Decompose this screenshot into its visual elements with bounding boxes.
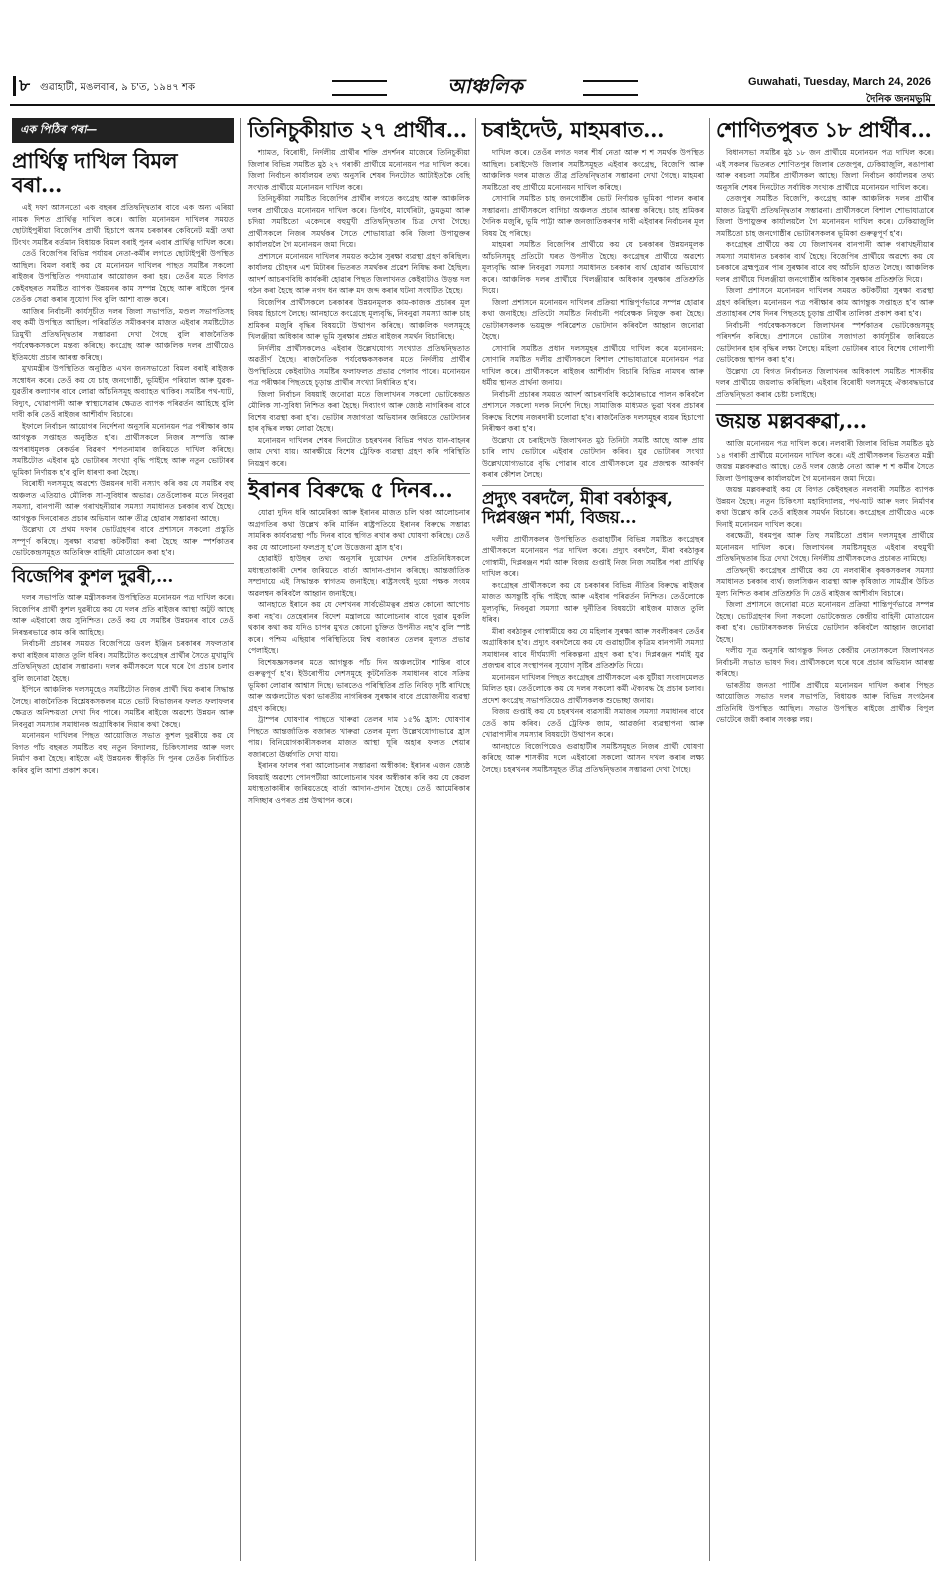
article-paragraph: সোণাৰি সমষ্টিত চাহ জনগোষ্ঠীৰ ভোট নিৰ্ণায়ক ভূমিকা পালন কৰাৰ সম্ভাৱনা। প্ৰাৰ্থীসকলে বাগিচা অঞ্চলত প্ৰচাৰ আৰম্ভ কৰিছে। চাহ শ্ৰমিকৰ দৈনিক মজুৰি, ভূমি পাট্টা আৰু জনজাতিকৰণৰ দাবী এইবাৰৰ নিৰ্বাচনৰ মূল বিষয় হৈ পৰিছে।	[482, 194, 704, 238]
article-paragraph: জিলা প্ৰশাসনে মনোনয়ন দাখিলৰ প্ৰক্ৰিয়া শান্তিপূৰ্ণভাৱে সম্পন্ন হোৱাৰ কথা জনাইছে। প্ৰতিটো সমষ্টিত নিৰ্বাচনী পৰ্যবেক্ষক নিযুক্ত কৰা হৈছে। ভোটাৰসকলক ভয়মুক্ত পৰিৱেশত ভোটদান কৰিবলৈ আহ্বান জনোৱা হৈছে।	[482, 297, 704, 342]
article-paragraph: কংগ্ৰেছৰ প্ৰাৰ্থীসকলে কয় যে চৰকাৰৰ বিভিন্ন নীতিৰ বিৰুদ্ধে ৰাইজৰ মাজত অসন্তুষ্টি বৃদ্ধি পাইছে আৰু এইবাৰ পৰিৱৰ্তন নিশ্চিত। তেওঁলোকে মূল্যবৃদ্ধি, নিবনুৱা সমস্যা আৰু দুৰ্নীতিৰ বিষয়টো ৰাইজৰ মাজত তুলি ধৰিব।	[482, 580, 704, 625]
column-divider	[240, 118, 241, 1561]
article-paragraph: কংগ্ৰেছৰ প্ৰাৰ্থীয়ে কয় যে জিলাখনৰ বানপানী আৰু গৰাখহনীয়াৰ সমস্যা সমাধানত চৰকাৰ ব্যৰ্থ হৈছে। বিজেপিৰ প্ৰাৰ্থীয়ে অৱশ্যে কয় যে চৰকাৰে ব্ৰহ্মপুত্ৰৰ পাৰ সুৰক্ষাৰ বাবে বহু আঁচনি হাতত লৈছে। আঞ্চলিক দলৰ প্ৰাৰ্থীয়ে খিলঞ্জীয়া জনগোষ্ঠীৰ অধিকাৰ সুৰক্ষাৰ প্ৰতিশ্ৰুতি দিয়ে।	[716, 240, 934, 284]
article-paragraph: দলৰ সভাপতি আৰু মন্ত্ৰীসকলৰ উপস্থিতিত মনোনয়ন পত্ৰ দাখিল কৰে। বিজেপিৰ প্ৰাৰ্থী কুশল দুৱৰীয়ে কয় যে দলৰ প্ৰতি ৰাইজৰ আস্থা অটুট আছে আৰু এইবাৰো জয় সুনিশ্চিত। তেওঁ কয় যে সমষ্টিৰ উন্নয়নৰ বাবে তেওঁ নিৰন্তৰভাৱে কাম কৰি আহিছে।	[12, 593, 234, 637]
article-paragraph: আজিৰ নিৰ্বাচনী কাৰ্যসূচীত দলৰ জিলা সভাপতি, মণ্ডল সভাপতিসহ বহু কৰ্মী উপস্থিত আছিল। পৰিৱৰ্তিত সমীকৰণৰ মাজত এইবাৰ সমষ্টিটোত ত্ৰিমুখী প্ৰতিদ্বন্দ্বিতাৰ সম্ভাৱনা দেখা গৈছে বুলি ৰাজনৈতিক পৰ্যবেক্ষকসকলে মন্তব্য কৰিছে। কংগ্ৰেছ আৰু আঞ্চলিক দলৰ প্ৰাৰ্থীয়েও ইতিমধ্যে প্ৰচাৰ আৰম্ভ কৰিছে।	[12, 306, 234, 362]
headline-bimal-bora: প্ৰাৰ্থিত্ব দাখিল বিমল বৰা...	[12, 148, 178, 198]
article-paragraph: হোৱাইট হাউছৰ তথ্য অনুসৰি দুয়োখন দেশৰ প্ৰতিনিধিসকলে মধ্যস্থতাকাৰী দেশৰ জৰিয়তে বাৰ্তা আদান-প্ৰদান কৰিছে। আন্তৰ্জাতিক সম্প্ৰদায়ে এই সিদ্ধান্তক স্বাগতম জনাইছে। ৰাষ্ট্ৰসংঘই দুয়ো পক্ষক সংযম অৱলম্বন কৰিবলৈ আহ্বান জনাইছে।	[248, 554, 470, 598]
article-paragraph: মনোনয়ন দাখিলৰ পিছত কংগ্ৰেছৰ প্ৰাৰ্থীসকলে এক যুটীয়া সংবাদমেলত মিলিত হয়। তেওঁলোকে কয় যে দলৰ সকলো কৰ্মী ঐক্যবদ্ধ হৈ প্ৰচাৰ চলাব। প্ৰদেশ কংগ্ৰেছ সভাপতিয়েও প্ৰাৰ্থীসকলক শুভেচ্ছা জনায়।	[482, 672, 704, 705]
article-body	[12, 592, 234, 776]
article-paragraph: এই দফা আসনতো এক বছৰৰ প্ৰতিদ্বন্দ্বিতাৰ বাবে এক অন্য এৰিয়া নামক দিশত প্ৰাৰ্থিত্ব দাখিল কৰে। আজি মনোনয়ন দাখিলৰ সময়ত ছোটাইপুৰীয়া বিজেপিৰ প্ৰাৰ্থী হিচাপে অসম চৰকাৰৰ কেবিনেট মন্ত্ৰী তথা টিংখং সমষ্টিৰ বৰ্তমান বিধায়ক বিমল বৰাই পুনৰ এবাৰ প্ৰাৰ্থিত্ব দাখিল কৰে।	[12, 203, 234, 247]
headline-tinsukia: তিনিচুকীয়াত ২৭ প্ৰাৰ্থীৰ...	[248, 117, 467, 142]
article-paragraph: জিলা প্ৰশাসনে মনোনয়ন দাখিলৰ সময়ত কটকটীয়া সুৰক্ষা ব্যৱস্থা গ্ৰহণ কৰিছিল। মনোনয়ন পত্ৰ পৰীক্ষাৰ কাম আগন্তুক সপ্তাহত হ'ব আৰু প্ৰত্যাহাৰৰ শেষ দিনৰ পিছতহে চূড়ান্ত প্ৰাৰ্থীৰ তালিকা প্ৰকাশ কৰা হ'ব।	[716, 286, 934, 319]
headline-sonitpur: শোণিতপুৰত ১৮ প্ৰাৰ্থীৰ...	[716, 117, 932, 142]
headline-charaideo: চৰাইদেউ, মাহমৰাত...	[482, 117, 665, 142]
page-number: ৮	[13, 76, 33, 96]
headline-iran: ইৰানৰ বিৰুদ্ধে ৫ দিনৰ...	[248, 477, 453, 503]
article-paragraph: জিলা নিৰ্বাচন বিষয়াই জনোৱা মতে জিলাখনৰ সকলো ভোটকেন্দ্ৰত মৌলিক সা-সুবিধা নিশ্চিত কৰা হৈছে। দিব্যাংগ আৰু জ্যেষ্ঠ নাগৰিকৰ বাবে বিশেষ ব্যৱস্থা কৰা হ'ব। ভোটাৰ সজাগতা অভিযানৰ জৰিয়তে ভোটদানৰ হাৰ বৃদ্ধিৰ লক্ষ্য লোৱা হৈছে।	[248, 389, 470, 434]
article-paragraph: উল্লেখ্য যে চৰাইদেউ জিলাখনত মুঠ তিনিটা সমষ্টি আছে আৰু প্ৰায় চাৰি লাখ ভোটাৰে এইবাৰ ভোটদান কৰিব। যুৱ ভোটাৰৰ সংখ্যা উল্লেখযোগ্যভাৱে বৃদ্ধি পোৱাৰ বাবে প্ৰাৰ্থীসকলে যুৱ প্ৰজন্মক আকৰ্ষণ কৰাৰ কৌশল লৈছে।	[482, 435, 704, 480]
article-paragraph: মীৰা বৰঠাকুৰ গোস্বামীয়ে কয় যে মহিলাৰ সুৰক্ষা আৰু সবলীকৰণ তেওঁৰ অগ্ৰাধিকাৰ হ'ব। প্ৰদ্যুৎ বৰদলৈয়ে কয় যে গুৱাহাটীৰ কৃত্ৰিম বানপানী সমস্যা সমাধানৰ বাবে দীৰ্ঘম্যাদী পৰিকল্পনা গ্ৰহণ কৰা হ'ব। দিপ্লৰঞ্জন শৰ্মাই যুৱ প্ৰজন্মৰ বাবে সংস্থাপনৰ সুযোগ সৃষ্টিৰ প্ৰতিশ্ৰুতি দিয়ে।	[482, 626, 704, 671]
article-body	[716, 438, 934, 726]
newspaper-name: দৈনিক জনমভূমি	[866, 94, 931, 105]
article-body	[12, 202, 234, 559]
article-paragraph: তেজপুৰ সমষ্টিত বিজেপি, কংগ্ৰেছ আৰু আঞ্চলিক দলৰ প্ৰাৰ্থীৰ মাজত ত্ৰিমুখী প্ৰতিদ্বন্দ্বিতাৰ সম্ভাৱনা। প্ৰাৰ্থীসকলে বিশাল শোভাযাত্ৰাৰে জিলা উপায়ুক্তৰ কাৰ্যালয়লৈ গৈ মনোনয়ন দাখিল কৰে। ঢেকিয়াজুলি সমষ্টিতো চাহ জনগোষ্ঠীৰ ভোটাৰসকলৰ ভূমিকা গুৰুত্বপূৰ্ণ হ'ব।	[716, 194, 934, 238]
article-paragraph: আজি মনোনয়ন পত্ৰ দাখিল কৰে। নলবাৰী জিলাৰ বিভিন্ন সমষ্টিত মুঠ ১৪ গৰাকী প্ৰাৰ্থীয়ে মনোনয়ন দাখিল কৰে। এই প্ৰাৰ্থীসকলৰ ভিতৰত মন্ত্ৰী জয়ন্ত মল্লবৰুৱাও আছে। তেওঁ দলৰ জ্যেষ্ঠ নেতা আৰু শ শ কৰ্মীৰ সৈতে জিলা উপায়ুক্তৰ কাৰ্যালয়লৈ গৈ মনোনয়ন জমা দিয়ে।	[716, 439, 934, 483]
column-2	[248, 118, 470, 806]
article-paragraph: জয়ন্ত মল্লবৰুৱাই কয় যে বিগত কেইবছৰত নলবাৰী সমষ্টিত ব্যাপক উন্নয়ন হৈছে। নতুন চিকিৎসা মহাবিদ্যালয়, পথ-ঘাট আৰু দলং নিৰ্মাণৰ কথা উল্লেখ কৰি তেওঁ ৰাইজৰ সমৰ্থন বিচাৰে। কংগ্ৰেছৰ প্ৰাৰ্থীয়েও একে দিনাই মনোনয়ন দাখিল কৰে।	[716, 485, 934, 529]
article-paragraph: তেওঁ বিজেপিৰ বিভিন্ন পৰ্যায়ৰ নেতা-কৰ্মীৰ লগতে ছোটাইপুৰী উপস্থিত আছিল। বিমল বৰাই কয় যে মনোনয়ন দাখিলৰ পাছত সমষ্টিৰ সকলো ৰাইজৰ উপস্থিতিত পদযাত্ৰাৰ আয়োজন কৰা হয়। তেওঁৰ মতে বিগত কেইবছৰত সমষ্টিত ব্যাপক উন্নয়নৰ কাম সম্পন্ন হৈছে আৰু ৰাইজে পুনৰ তেওঁক সেৱা কৰাৰ সুযোগ দিব বুলি আশা ব্যক্ত কৰে।	[12, 249, 234, 305]
article-paragraph: দাখিল কৰে। তেওঁৰ লগত দলৰ শীৰ্ষ নেতা আৰু শ শ সমৰ্থক উপস্থিত আছিল। চৰাইদেউ জিলাৰ সমষ্টিসমূহত এইবাৰ কংগ্ৰেছ, বিজেপি আৰু আঞ্চলিক দলৰ মাজত তীব্ৰ প্ৰতিদ্বন্দ্বিতাৰ সম্ভাৱনা দেখা গৈছে। মাহমৰা সমষ্টিতো বহু প্ৰাৰ্থীয়ে মনোনয়ন দাখিল কৰিছে।	[482, 148, 704, 192]
article-paragraph: সোণাৰি সমষ্টিত প্ৰধান দলসমূহৰ প্ৰাৰ্থীয়ে দাখিল কৰে মনোনয়ন: সোণাৰি সমষ্টিত দলীয় প্ৰাৰ্থীসকলে বিশাল শোভাযাত্ৰাৰে মনোনয়ন পত্ৰ দাখিল কৰে। প্ৰাৰ্থীসকলে ৰাইজৰ আশীৰ্বাদ বিচাৰি বিভিন্ন নামঘৰ আৰু ধৰ্মীয় স্থানত প্ৰাৰ্থনা জনায়।	[482, 343, 704, 388]
section-masthead: আঞ্চলিক	[390, 72, 580, 100]
article-paragraph: উল্লেখ্য যে বিগত নিৰ্বাচনত জিলাখনৰ অধিকাংশ সমষ্টিত শাসকীয় দলৰ প্ৰাৰ্থীয়ে জয়লাভ কৰিছিল। এইবাৰ বিৰোধী দলসমূহে ঐক্যবদ্ধভাৱে প্ৰতিদ্বন্দ্বিতা কৰাৰ চেষ্টা চলাইছে।	[716, 366, 934, 399]
article-paragraph: ইপিনে আঞ্চলিক দলসমূহেও সমষ্টিটোত নিজৰ প্ৰাৰ্থী থিয় কৰাৰ সিদ্ধান্ত লৈছে। ৰাজনৈতিক বিশ্লেষকসকলৰ মতে ভোট বিভাজনৰ ফলত ফলাফলৰ ক্ষেত্ৰত অনিশ্চয়তা দেখা দিব পাৰে। সমষ্টিৰ ৰাইজে অৱশ্যে উন্নয়ন আৰু নিবনুৱা সমস্যাৰ সমাধানক অগ্ৰাধিকাৰ দিয়াৰ কথা কৈছে।	[12, 685, 234, 729]
article-body	[482, 534, 704, 776]
article-body	[482, 147, 704, 481]
article-paragraph: নিৰ্বাচনী প্ৰচাৰৰ সময়ত বিজেপিয়ে ডবল ইঞ্জিন চৰকাৰৰ সফলতাৰ কথা ৰাইজৰ মাজত তুলি ধৰিব। সমষ্টিটোত কংগ্ৰেছৰ প্ৰাৰ্থীৰ সৈতে মুখামুখি প্ৰতিদ্বন্দ্বিতা হোৱাৰ সম্ভাৱনা। দলৰ কৰ্মীসকলে ঘৰে ঘৰে গৈ প্ৰচাৰ চলাব বুলি জনোৱা হৈছে।	[12, 639, 234, 683]
article-paragraph: বিশেষজ্ঞসকলৰ মতে আগন্তুক পাঁচ দিন অঞ্চলটোৰ শান্তিৰ বাবে গুৰুত্বপূৰ্ণ হ'ব। ইউৰোপীয় দেশসমূহে কূটনৈতিক সমাধানৰ বাবে সক্ৰিয় ভূমিকা লোৱাৰ আশ্বাস দিছে। ভাৰতেও পৰিস্থিতিৰ প্ৰতি নিবিড় দৃষ্টি ৰাখিছে আৰু অঞ্চলটোত থকা ভাৰতীয় নাগৰিকৰ সুৰক্ষাৰ বাবে প্ৰয়োজনীয় ব্যৱস্থা গ্ৰহণ কৰিছে।	[248, 657, 470, 713]
section-band: এক পিঠিৰ পৰা—	[12, 118, 234, 143]
english-date: Guwahati, Tuesday, March 24, 2026	[748, 76, 931, 88]
article-paragraph: বিধানসভা সমষ্টিৰ মুঠ ১৮ জন প্ৰাৰ্থীয়ে মনোনয়ন পত্ৰ দাখিল কৰে। এই সকলৰ ভিতৰত শোণিতপুৰ জিলাৰ তেজপুৰ, ঢেকিয়াজুলি, ৰঙাপাৰা আৰু বৰচলা সমষ্টিৰ প্ৰাৰ্থীসকল আছে। জিলা নিৰ্বাচন কাৰ্যালয়ৰ তথ্য অনুসৰি শেষৰ দিনটোত সৰ্বাধিক সংখ্যক প্ৰাৰ্থীয়ে মনোনয়ন দাখিল কৰে।	[716, 148, 934, 192]
header-rule	[10, 104, 935, 106]
article-paragraph: প্ৰতিদ্বন্দ্বী কংগ্ৰেছৰ প্ৰাৰ্থীয়ে কয় যে নলবাৰীৰ কৃষকসকলৰ সমস্যা সমাধানত চৰকাৰ ব্যৰ্থ। জলসিঞ্চন ব্যৱস্থা আৰু কৃষিজাত সামগ্ৰীৰ উচিত মূল্য নিশ্চিত কৰাৰ প্ৰতিশ্ৰুতি দি তেওঁ ৰাইজৰ আশীৰ্বাদ বিচাৰে।	[716, 565, 934, 598]
article-paragraph: জিলা প্ৰশাসনে জনোৱা মতে মনোনয়ন প্ৰক্ৰিয়া শান্তিপূৰ্ণভাৱে সম্পন্ন হৈছে। ভোটগ্ৰহণৰ দিনা সকলো ভোটকেন্দ্ৰত কেন্দ্ৰীয় বাহিনী মোতায়েন কৰা হ'ব। ভোটাৰসকলক নিৰ্ভয়ে ভোটদান কৰিবলৈ আহ্বান জনোৱা হৈছে।	[716, 600, 934, 644]
article-paragraph: দলীয় প্ৰাৰ্থীসকলৰ উপস্থিতিত গুৱাহাটীৰ বিভিন্ন সমষ্টিত কংগ্ৰেছৰ প্ৰাৰ্থীসকলে মনোনয়ন পত্ৰ দাখিল কৰে। প্ৰদ্যুৎ বৰদলৈ, মীৰা বৰঠাকুৰ গোস্বামী, দিপ্লৰঞ্জন শৰ্মা আৰু বিজয় গুপ্তাই নিজ নিজ সমষ্টিৰ পৰা প্ৰাৰ্থিত্ব দাখিল কৰে।	[482, 534, 704, 579]
headline-jayanta-mallabaruah: জয়ন্ত মল্লবৰুৱা,...	[716, 408, 867, 434]
article-paragraph: যোৱা দুদিন ধৰি আমেৰিকা আৰু ইৰানৰ মাজত চলি থকা আলোচনাৰ অগ্ৰগতিৰ কথা উল্লেখ কৰি মাৰ্কিন ৰাষ্ট্ৰপতিয়ে ইৰানৰ বিৰুদ্ধে সম্ভাৱ্য সামৰিক কাৰ্যব্যৱস্থা পাঁচ দিনৰ বাবে স্থগিত ৰখাৰ কথা ঘোষণা কৰিছে। তেওঁ কয় যে আলোচনা ফলপ্ৰসূ হ'লে উত্তেজনা হ্ৰাস হ'ব।	[248, 508, 470, 552]
article-paragraph: মুখ্যমন্ত্ৰীৰ উপস্থিতিত অনুষ্ঠিত এখন জনসভাতো বিমল বৰাই ৰাইজক সম্বোধন কৰে। তেওঁ কয় যে চাহ জনগোষ্ঠী, ভূমিহীন পৰিয়াল আৰু যুৱক-যুৱতীৰ কল্যাণৰ বাবে লোৱা আঁচনিসমূহ অব্যাহত থাকিব। সমষ্টিৰ পথ-ঘাট, বিদ্যুৎ, খোৱাপানী আৰু স্বাস্থ্যসেৱাৰ ক্ষেত্ৰত ব্যাপক পৰিৱৰ্তন আহিছে বুলি দাবী কৰি তেওঁ ৰাইজৰ আশীৰ্বাদ বিচাৰে।	[12, 364, 234, 420]
article-body	[716, 147, 934, 400]
column-4	[716, 118, 934, 726]
article-paragraph: বিৰোধী দলসমূহে অৱশ্যে উন্নয়নৰ দাবী নস্যাৎ কৰি কয় যে সমষ্টিৰ বহু অঞ্চলত এতিয়াও মৌলিক সা-সুবিধাৰ অভাৱ। তেওঁলোকৰ মতে নিবনুৱা সমস্যা, বানপানী আৰু গৰাখহনীয়াৰ সমস্যা সমাধানত চৰকাৰ ব্যৰ্থ হৈছে। আগন্তুক দিনবোৰত প্ৰচাৰ অভিযান আৰু তীব্ৰ হোৱাৰ সম্ভাৱনা আছে।	[12, 479, 234, 523]
article-paragraph: বিজেপিৰ প্ৰাৰ্থীসকলে চৰকাৰৰ উন্নয়নমূলক কাম-কাজক প্ৰচাৰৰ মূল বিষয় হিচাপে লৈছে। আনহাতে কংগ্ৰেছে মূল্যবৃদ্ধি, নিবনুৱা সমস্যা আৰু চাহ শ্ৰমিকৰ মজুৰি বৃদ্ধিৰ বিষয়টো উত্থাপন কৰিছে। আঞ্চলিক দলসমূহে খিলঞ্জীয়া অধিকাৰ আৰু ভূমি সুৰক্ষাৰ প্ৰশ্নত ৰাইজৰ সমৰ্থন বিচাৰিছে।	[248, 297, 470, 342]
article-paragraph: আনহাতে বিজেপিয়েও গুৱাহাটীৰ সমষ্টিসমূহত নিজৰ প্ৰাৰ্থী ঘোষণা কৰিছে আৰু শাসকীয় দলে এইবাৰো সকলো আসন দখল কৰাৰ লক্ষ্য লৈছে। চহৰখনৰ সমষ্টিসমূহত তীব্ৰ প্ৰতিদ্বন্দ্বিতাৰ সম্ভাৱনা দেখা গৈছে।	[482, 741, 704, 774]
article-paragraph: মনোনয়ন দাখিলৰ শেষৰ দিনটোত চহৰখনৰ বিভিন্ন পথত যান-বাহনৰ জাম দেখা যায়। আৰক্ষীয়ে বিশেষ ট্ৰেফিক ব্যৱস্থা গ্ৰহণ কৰি পৰিস্থিতি নিয়ন্ত্ৰণ কৰে।	[248, 435, 470, 468]
article-paragraph: বিজয় গুপ্তাই কয় যে চহৰখনৰ ব্যৱসায়ী সমাজৰ সমস্যা সমাধানৰ বাবে তেওঁ কাম কৰিব। তেওঁ ট্ৰেফিক জাম, আৱৰ্জনা ব্যৱস্থাপনা আৰু খোৱাপানীৰ সমস্যাৰ বিষয়টো উত্থাপন কৰে।	[482, 707, 704, 740]
article-paragraph: ইফালে নিৰ্বাচন আয়োগৰ নিৰ্দেশনা অনুসৰি মনোনয়ন পত্ৰ পৰীক্ষাৰ কাম আগন্তুক সপ্তাহত অনুষ্ঠিত হ'ব। প্ৰাৰ্থীসকলে নিজৰ সম্পত্তি আৰু অপৰাধমূলক ৰেকৰ্ডৰ বিৱৰণ শপতনামাৰ জৰিয়তে দাখিল কৰিছে। সমষ্টিটোত এইবাৰ মুঠ ভোটাৰৰ সংখ্যা বৃদ্ধি পাইছে আৰু নতুন ভোটাৰৰ ভূমিকা নিৰ্ণায়ক হ'ব বুলি ধাৰণা কৰা হৈছে।	[12, 421, 234, 477]
column-3	[482, 118, 704, 775]
article-paragraph: ইৰানৰ ফালৰ পৰা আলোচনাৰ সম্ভাৱনা অস্বীকাৰ: ইৰানৰ এজন জ্যেষ্ঠ বিষয়াই অৱশ্যে পোনপটীয়া আলোচনাৰ খবৰ অস্বীকাৰ কৰি কয় যে কেৱল মধ্যস্থতাকাৰীৰ জৰিয়তেহে বাৰ্তা আদান-প্ৰদান হৈছে। তেওঁ আমেৰিকাৰ সদিচ্ছাৰ ওপৰত প্ৰশ্ন উত্থাপন কৰে।	[248, 761, 470, 805]
article-paragraph: ভাৰতীয় জনতা পাৰ্টিৰ প্ৰাৰ্থীয়ে মনোনয়ন দাখিল কৰাৰ পিছত আয়োজিত সভাত দলৰ সভাপতি, বিধায়ক আৰু বিভিন্ন সংগঠনৰ প্ৰতিনিধি উপস্থিত আছিল। সভাত উপস্থিত ৰাইজে প্ৰাৰ্থীক বিপুল ভোটেৰে জয়ী কৰাৰ সংকল্প লয়।	[716, 680, 934, 725]
page-header	[0, 0, 945, 108]
article-body	[248, 507, 470, 806]
article-paragraph: নিৰ্বাচনী প্ৰচাৰৰ সময়ত আদৰ্শ আচৰণবিধি কঠোৰভাৱে পালন কৰিবলৈ প্ৰশাসনে সকলো দলক নিৰ্দেশ দিছে। সামাজিক মাধ্যমত ভুৱা খবৰ প্ৰচাৰৰ বিৰুদ্ধে বিশেষ নজৰদাৰী চলোৱা হ'ব। ৰাজনৈতিক দলসমূহৰ ব্যয়ৰ হিচাপো নিৰীক্ষণ কৰা হ'ব।	[482, 389, 704, 434]
article-paragraph: বৰক্ষেত্ৰী, ধৰমপুৰ আৰু তিহু সমষ্টিতো প্ৰধান দলসমূহৰ প্ৰাৰ্থীয়ে মনোনয়ন দাখিল কৰে। জিলাখনৰ সমষ্টিসমূহত এইবাৰ বহুমুখী প্ৰতিদ্বন্দ্বিতাৰ চিত্ৰ দেখা গৈছে। নিৰ্দলীয় প্ৰাৰ্থীসকলেও প্ৰচাৰত নামিছে।	[716, 531, 934, 564]
article-paragraph: দলীয় সূত্ৰ অনুসৰি আগন্তুক দিনত কেন্দ্ৰীয় নেতাসকলে জিলাখনত নিৰ্বাচনী সভাত ভাষণ দিব। প্ৰাৰ্থীসকলে ঘৰে ঘৰে প্ৰচাৰ অভিযান আৰম্ভ কৰিছে।	[716, 646, 934, 679]
article-body	[248, 147, 470, 469]
article-paragraph: তিনিচুকীয়া সমষ্টিত বিজেপিৰ প্ৰাৰ্থীৰ লগতে কংগ্ৰেছ আৰু আঞ্চলিক দলৰ প্ৰাৰ্থীয়েও মনোনয়ন দাখিল কৰে। ডিগবৈ, মাৰ্ঘেৰিটা, ডুমডুমা আৰু চদিয়া সমষ্টিতো একেদৰে বহুমুখী প্ৰতিদ্বন্দ্বিতাৰ চিত্ৰ দেখা গৈছে। প্ৰাৰ্থীসকলে নিজৰ সমৰ্থকৰ সৈতে শোভাযাত্ৰা কৰি জিলা উপায়ুক্তৰ কাৰ্যালয়লৈ গৈ মনোনয়ন জমা দিয়ে।	[248, 194, 470, 250]
article-paragraph: মনোনয়ন দাখিলৰ পিছত আয়োজিত সভাত কুশল দুৱৰীয়ে কয় যে বিগত পাঁচ বছৰত সমষ্টিত বহু নতুন বিদ্যালয়, চিকিৎসালয় আৰু দলং নিৰ্মাণ কৰা হৈছে। ৰাইজে এই উন্নয়নক স্বীকৃতি দি পুনৰ তেওঁক নিৰ্বাচিত কৰিব বুলি আশা প্ৰকাশ কৰে।	[12, 731, 234, 775]
headline-pradyut-bordoloi: প্ৰদ্যুৎ বৰদলৈ, মীৰা বৰঠাকুৰ, দিপ্লৰঞ্জন শৰ্মা, বিজয়...	[482, 488, 673, 529]
column-1	[12, 118, 234, 776]
article-paragraph: শ্যামত, বিৰোধী, নিৰ্দলীয় প্ৰাৰ্থীৰ শক্তি প্ৰদৰ্শনৰ মাজেৰে তিনিচুকীয়া জিলাৰ বিভিন্ন সমষ্টিত মুঠ ২৭ গৰাকী প্ৰাৰ্থীয়ে মনোনয়ন পত্ৰ দাখিল কৰে। জিলা নিৰ্বাচন কাৰ্যালয়ৰ তথ্য অনুসৰি শেষৰ দিনটোত আটাইতকৈ বেছি সংখ্যক প্ৰাৰ্থীয়ে মনোনয়ন দাখিল কৰে।	[248, 148, 470, 192]
headline-kushal-dowari: বিজেপিৰ কুশল দুৱৰী,...	[12, 566, 173, 587]
article-paragraph: উল্লেখ্য যে প্ৰথম দফাৰ ভোটগ্ৰহণৰ বাবে প্ৰশাসনে সকলো প্ৰস্তুতি সম্পূৰ্ণ কৰিছে। সুৰক্ষা ব্যৱস্থা কটকটীয়া কৰা হৈছে আৰু স্পৰ্শকাতৰ ভোটকেন্দ্ৰসমূহত অতিৰিক্ত বাহিনী মোতায়েন কৰা হ'ব।	[12, 525, 234, 558]
column-divider	[475, 118, 476, 1561]
article-paragraph: ট্ৰাম্পৰ ঘোষণাৰ পাছতে খাৰুৱা তেলৰ দাম ১৫% হ্ৰাস: ঘোষণাৰ পিছতে আন্তৰ্জাতিক বজাৰত খাৰুৱা তেলৰ মূল্য উল্লেখযোগ্যভাৱে হ্ৰাস পায়। বিনিয়োগকাৰীসকলৰ মাজত আস্থা ঘূৰি অহাৰ ফলত শেয়াৰ বজাৰতো ঊৰ্ধ্বগতি দেখা যায়।	[248, 715, 470, 759]
article-paragraph: আনহাতে ইৰানে কয় যে দেশখনৰ সাৰ্বভৌমত্বৰ প্ৰশ্নত কোনো আপোচ কৰা নহ'ব। তেহেৰানৰ বিদেশ মন্ত্ৰালয়ে আলোচনাৰ বাবে দুৱাৰ মুকলি থকাৰ কথা কয় যদিও চাপৰ মুখত কোনো চুক্তিত উপনীত নহ'ব বুলি স্পষ্ট কৰে। পশ্চিম এছিয়াৰ পৰিস্থিতিয়ে বিশ্ব বজাৰত তেলৰ মূল্যত প্ৰভাৱ পেলাইছে।	[248, 600, 470, 656]
article-paragraph: নিৰ্দলীয় প্ৰাৰ্থীসকলেও এইবাৰ উল্লেখযোগ্য সংখ্যাত প্ৰতিদ্বন্দ্বিতাত অৱতীৰ্ণ হৈছে। ৰাজনৈতিক পৰ্যবেক্ষকসকলৰ মতে নিৰ্দলীয় প্ৰাৰ্থীৰ উপস্থিতিয়ে কেইবাটাও সমষ্টিৰ ফলাফলত প্ৰভাৱ পেলাব পাৰে। মনোনয়ন পত্ৰ পৰীক্ষাৰ পিছতহে চূড়ান্ত প্ৰাৰ্থীৰ সংখ্যা নিৰ্ধাৰিত হ'ব।	[248, 343, 470, 388]
article-paragraph: নিৰ্বাচনী পৰ্যবেক্ষকসকলে জিলাখনৰ স্পৰ্শকাতৰ ভোটকেন্দ্ৰসমূহ পৰিদৰ্শন কৰিছে। প্ৰশাসনে ভোটাৰ সজাগতা কাৰ্যসূচীৰ জৰিয়তে ভোটদানৰ হাৰ বৃদ্ধিৰ লক্ষ্য লৈছে। মহিলা ভোটাৰৰ বাবে বিশেষ গোলাপী ভোটকেন্দ্ৰ স্থাপন কৰা হ'ব।	[716, 320, 934, 365]
page-date: গুৱাহাটী, মঙলবাৰ, ৯ চ'ত, ১৯৪৭ শক	[40, 82, 195, 93]
article-paragraph: মাহমৰা সমষ্টিত বিজেপিৰ প্ৰাৰ্থীয়ে কয় যে চৰকাৰৰ উন্নয়নমূলক আঁচনিসমূহ প্ৰতিটো ঘৰত উপনীত হৈছে। কংগ্ৰেছৰ প্ৰাৰ্থীয়ে অৱশ্যে মূল্যবৃদ্ধি আৰু নিবনুৱা সমস্যা সমাধানত চৰকাৰ ব্যৰ্থ হোৱাৰ অভিযোগ কৰে। আঞ্চলিক দলৰ প্ৰাৰ্থীয়ে খিলঞ্জীয়াৰ অধিকাৰ সুৰক্ষাৰ প্ৰতিশ্ৰুতি দিয়ে।	[482, 240, 704, 296]
column-divider	[709, 118, 710, 1561]
article-paragraph: প্ৰশাসনে মনোনয়ন দাখিলৰ সময়ত কঠোৰ সুৰক্ষা ব্যৱস্থা গ্ৰহণ কৰিছিল। কাৰ্যালয় চৌহদৰ এশ মিটাৰৰ ভিতৰত সমৰ্থকৰ প্ৰৱেশ নিষিদ্ধ কৰা হৈছিল। আদৰ্শ আচৰণবিধি কাৰ্যকৰী হোৱাৰ পিছত জিলাখনত কেইবাটাও উড়ন্ত দল গঠন কৰা হৈছে আৰু নগদ ধন আৰু মদ জব্দ কৰাৰ ঘটনা সংঘটিত হৈছে।	[248, 251, 470, 296]
